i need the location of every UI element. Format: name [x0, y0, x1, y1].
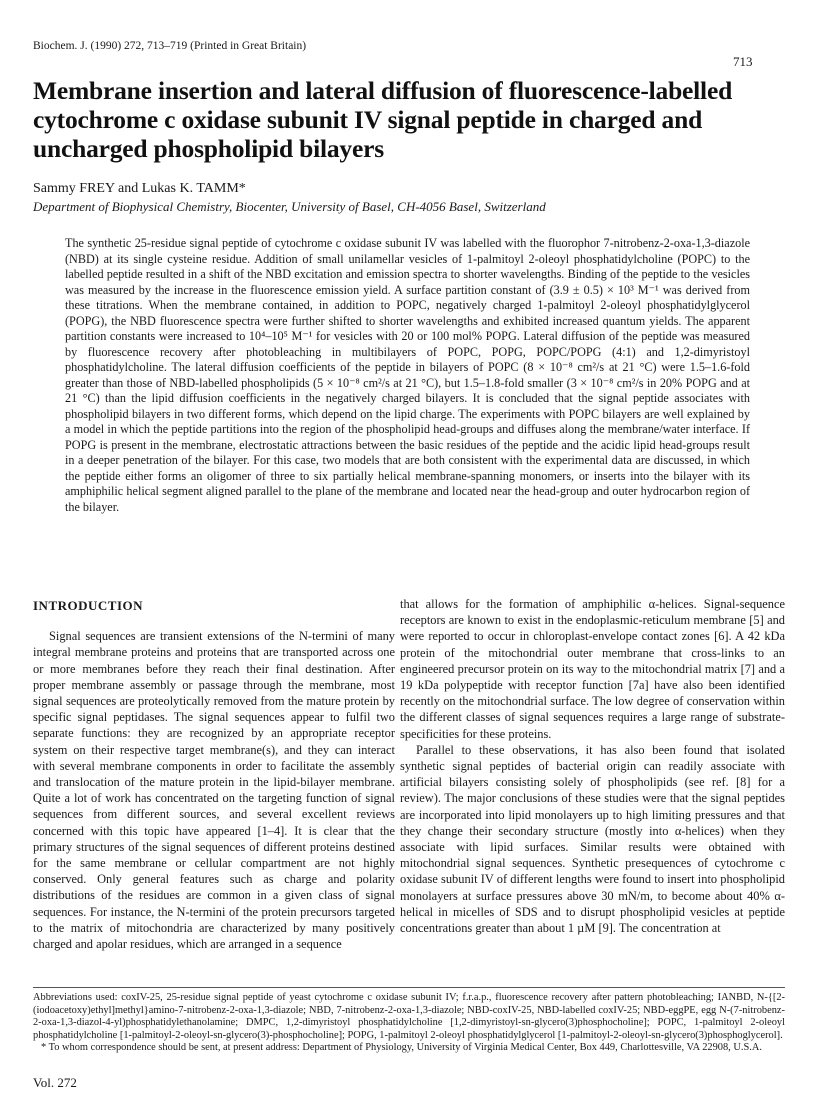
page-number: 713 [733, 54, 753, 69]
introduction-paragraph-1-continued: that allows for the formation of amphiphilic α-helices. Signal-sequence receptors are known to exist in the endoplasmic-reticulum membrane [5] and were reported to occur in chloroplast-envelope contact zones [6]. A 42 kDa protein of the mitochondrial outer membrane that cross-links to an engineered precursor protein on its way to the mitochondrial matrix [7] and a 19 kDa polypeptide with receptor function [7a] have also been identified recently on the mitochondrial surface. The low degree of conservation within the different classes of signal sequences requires a large range of substrate-specificities for these proteins. [400, 597, 785, 741]
footnotes [33, 992, 785, 1055]
affiliation: Department of Biophysical Chemistry, Biocenter, University of Basel, CH-4056 Basel, Switzerland [33, 199, 546, 214]
correspondence-footnote: * To whom correspondence should be sent, at present address: Department of Physiology, University of Virginia Medical Center, Box 449, Charlottesville, VA 22908, U.S.A. [41, 1042, 762, 1054]
authors: Sammy FREY and Lukas K. TAMM* [33, 181, 246, 196]
left-column [33, 598, 395, 952]
right-column [400, 596, 785, 936]
footnote-divider [33, 987, 785, 988]
introduction-paragraph-1: Signal sequences are transient extensions of the N-termini of many integral membrane proteins and proteins that are transported across one or more membranes before they reach their final destination. After proper membrane assembly or passage through the membrane, most signal sequences are proteolytically removed from the mature protein by specific signal peptidases. The signal sequences appear to fulfil two separate functions: they are recognized by an appropriate receptor system on their respective target membrane(s), and they can interact with several membrane components in order to facilitate the assembly and translocation of the mature protein in the lipid-bilayer membrane. Quite a lot of work has concentrated on the targeting function of signal sequences from different sources, and several excellent reviews concerned with this topic have appeared [1–4]. It is clear that the primary structures of the signal sequences of different proteins destined for the same membrane or cellular compartment are not highly conserved. Only general features such as charge and polarity distributions of the residues are common in a given class of signal sequences. For instance, the N-termini of the protein precursors targeted to the matrix of mitochondria are characterized by many positively charged and apolar residues, which are arranged in a sequence [33, 629, 395, 952]
introduction-heading: INTRODUCTION [33, 598, 144, 613]
volume-label: Vol. 272 [33, 1075, 77, 1090]
abstract: The synthetic 25-residue signal peptide of cytochrome c oxidase subunit IV was labelled with the fluorophor 7-nitrobenz-2-oxa-1,3-diazole (NBD) at its single cysteine residue. Addition of small unilamellar vesicles of 1-palmitoyl 2-oleoyl phosphatidylcholine (POPC) to the labelled peptide resulted in a shift of the NBD excitation and emission spectra to shorter wavelengths. Binding of the peptide to the vesicles was measured by the increase in the fluorescence emission yield. A surface partition constant of (3.9 ± 0.5) × 10³ M⁻¹ was derived from these titrations. When the membrane contained, in addition to POPC, negatively charged 1-palmitoyl 2-oleoyl phosphatidylglycerol (POPG), the NBD fluorescence spectra were further shifted to shorter wavelengths and exhibited increased quantum yields. The apparent partition constants were increased to 10⁴–10⁵ M⁻¹ for vesicles with 20 or 100 mol% POPG. Lateral diffusion of the peptide was measured by fluorescence recovery after photobleaching in multibilayers of POPC, POPG, POPC/POPG (4:1) and 1,2-dimyristoyl phosphatidylcholine. The lateral diffusion coefficients of the peptide in bilayers of POPC (8 × 10⁻⁸ cm²/s at 21 °C) were 1.5–1.6-fold greater than those of NBD-labelled phospholipids (5 × 10⁻⁸ cm²/s at 21 °C), but 1.5–1.8-fold smaller (3 × 10⁻⁸ cm²/s in 20% POPG and at 21 °C) than the lipid diffusion coefficients in the negatively charged bilayers. It is concluded that the signal peptide associates with phospholipid bilayers in two different forms, which depend on the lipid charge. The experiments with POPC bilayers are well explained by a model in which the peptide partitions into the region of the phospholipid head-groups and diffuses along the membrane/water interface. If POPG is present in the membrane, electrostatic attractions between the basic residues of the peptide and the acidic lipid head-groups result in a deeper penetration of the bilayer. For this case, two models that are both consistent with the experimental data are discussed, in which the peptide either forms an oligomer of three to six partially helical membrane-spanning monomers, or inserts into the bilayer with its amphiphilic helical segment aligned parallel to the plane of the membrane and located near the head-group and outer hydrocarbon region of the bilayer. [65, 236, 750, 514]
article-title: Membrane insertion and lateral diffusion of fluorescence-labelled cytochrome c oxidase subunit IV signal peptide in charged and uncharged phospholipid bilayers [33, 76, 733, 163]
introduction-paragraph-2: Parallel to these observations, it has also been found that isolated synthetic signal peptides of bacterial origin can readily associate with artificial bilayers consisting solely of phospholipids (see ref. [8] for a review). The major conclusions of these studies were that the signal peptides are incorporated into lipid monolayers up to high limiting pressures and that they change their secondary structure (mostly into α-helices) when they associate with lipid surfaces. Similar results were obtained with mitochondrial signal sequences. Synthetic presequences of cytochrome c oxidase subunit IV of different lengths were found to insert into phospholipid monolayers at surface pressures above 30 mN/m, to become about 40% α-helical in micelles of SDS and to disrupt phospholipid vesicles at peptide concentrations greater than about 1 µM [9]. The concentration at [400, 742, 785, 936]
abbreviations-footnote: Abbreviations used: coxIV-25, 25-residue signal peptide of yeast cytochrome c oxidase subunit IV; f.r.a.p., fluorescence recovery after pattern photobleaching; IANBD, N-{[2-(iodoacetoxy)ethyl]methyl}amino-7-nitrobenz-2-oxa-1,3-diazole; NBD, 7-nitrobenz-2-oxa-1,3-diazole; NBD-coxIV-25, NBD-labelled coxIV-25; NBD-eggPE, egg N-(7-nitrobenz-2-oxa-1,3-diazol-4-yl)phosphatidylethanolamine; DMPC, 1,2-dimyristoyl phosphatidylcholine [1,2-dimyristoyl-sn-glycero(3)phosphocholine]; POPC, 1-palmitoyl 2-oleoyl phosphatidylcholine [1-palmitoyl-2-oleoyl-sn-glycero(3)-phosphocholine]; POPG, 1-palmitoyl 2-oleoyl phosphatidylglycerol [1-palmitoyl-2-oleoyl-sn-glycero(3)phosphoglycerol]. [33, 992, 785, 1041]
journal-header: Biochem. J. (1990) 272, 713–719 (Printed in Great Britain) [33, 40, 307, 52]
